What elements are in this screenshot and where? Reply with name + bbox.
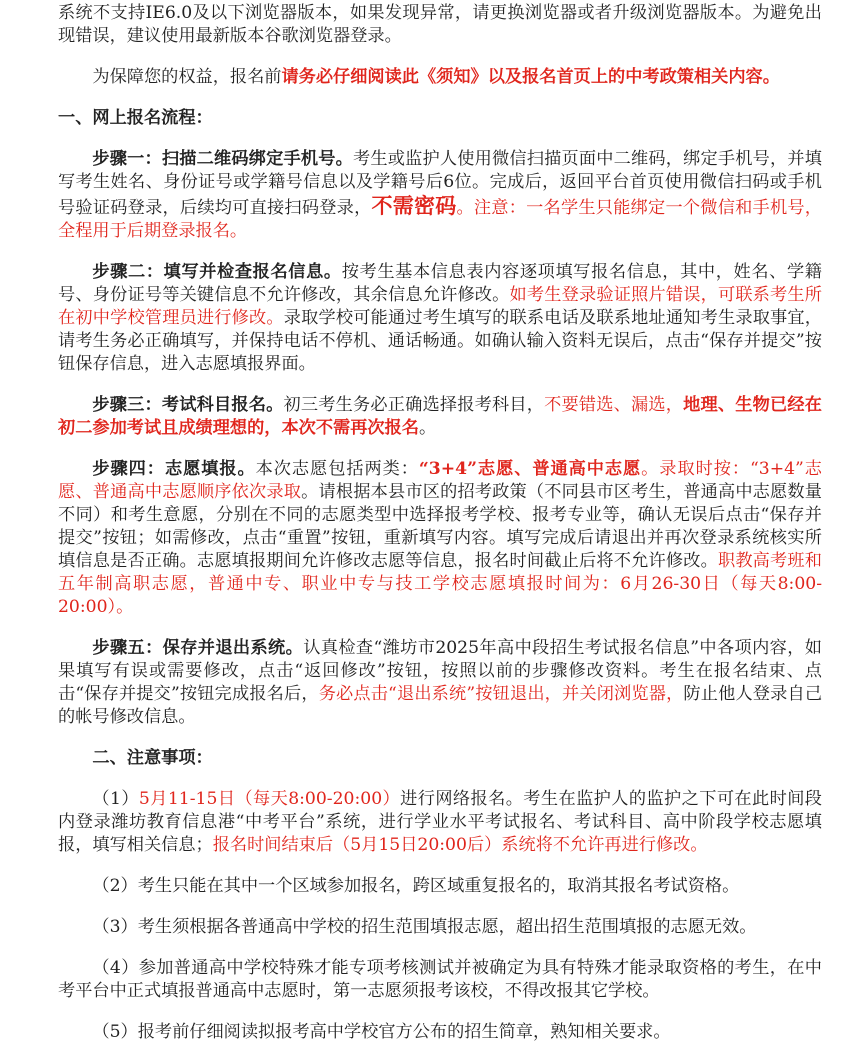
registration-period: 5月11-15日（每天8:00-20:00） (138, 789, 401, 809)
step4-vocational-time: 职教高考班和五年制高职志愿，普通中专、职业中专与技工学校志愿填报时间为：6月26-30日（每天8:00-20:00）。 (58, 551, 822, 617)
step4-volunteer-types: “3+4”志愿、普通高中志愿 (418, 459, 642, 479)
step5-logout-note: 务必点击“退出系统”按钮退出，并关闭浏览器， (318, 684, 684, 704)
no-modification-note: 报名时间结束后（5月15日20:00后）系统将不允许再进行修改。 (212, 835, 708, 855)
rights-emphasis: 请务必仔细阅读此《须知》以及报名首页上的中考政策相关内容。 (281, 67, 780, 87)
step2-red-note: 如考生登录验证照片错误，可联系考生所在初中学校管理员进行修改。 (58, 285, 822, 328)
step3-red-note: 不要错选、漏选， (544, 395, 684, 415)
step2-heading: 步骤二：填写并检查报名信息。 (92, 262, 342, 282)
notice-item-4: （4）参加普通高中学校特殊才能专项考核测试并被确定为具有特殊才能录取资格的考生，在中考平台中正式填报普通高中志愿时，第一志愿须报考该校，不得改报其它学校。 (58, 958, 822, 1001)
notice-item-1: （1）5月11-15日（每天8:00-20:00）进行网络报名。考生在监护人的监护之下可在此时间段内登录潍坊教育信息港“中考平台”系统，进行学业水平考试报名、考试科目、高中阶段学校志愿填报，填写相关信息；报名时间结束后（5月15日20:00后）系统将不允许再进行修改。 (58, 789, 822, 855)
section1-title: 一、网上报名流程： (58, 108, 213, 128)
notice-item-2: （2）考生只能在其中一个区域参加报名，跨区域重复报名的，取消其报名考试资格。 (92, 876, 740, 896)
step3-paragraph: 步骤三：考试科目报名。初三考生务必正确选择报考科目，不要错选、漏选，地理、生物已经在初二参加考试且成绩理想的，本次不需再次报名。 (58, 395, 822, 438)
step5-heading: 步骤五：保存并退出系统。 (92, 638, 304, 658)
notice-item-5: （5）报考前仔细阅读拟报考高中学校官方公布的招生简章，熟知相关要求。 (92, 1022, 671, 1042)
step4-admission-order: 。录取时按：“3+4”志愿、普通高中志愿顺序依次录取 (58, 459, 822, 502)
step5-paragraph: 步骤五：保存并退出系统。认真检查“潍坊市2025年高中段招生考试报名信息”中各项内容，如果填写有误或需要修改，点击“返回修改”按钮，按照以前的步骤修改资料。考生在报名结束、点击“保存并提交”按钮完成报名后，务必点击“退出系统”按钮退出，并关闭浏览器，防止他人登录自己的帐号修改信息。 (58, 638, 823, 727)
step1-heading: 步骤一：扫描二维码绑定手机号。 (92, 149, 354, 169)
notice-item-3: （3）考生须根据各普通高中学校的招生范围填报志愿，超出招生范围填报的志愿无效。 (92, 917, 757, 937)
step1-note: 。注意：一名学生只能绑定一个微信和手机号，全程用于后期登录报名。 (58, 198, 822, 241)
step2-paragraph: 步骤二：填写并检查报名信息。按考生基本信息表内容逐项填写报名信息，其中，姓名、学籍号、身份证号等关键信息不允许修改，其余信息允许修改。如考生登录验证照片错误，可联系考生所在初中学校管理员进行修改。录取学校可能通过考生填写的联系电话及联系地址通知考生录取事宜，请考生务必正确填写，并保持电话不停机、通话畅通。如确认输入资料无误后，点击“保存并提交”按钮保存信息，进入志愿填报界面。 (58, 262, 822, 374)
step1-paragraph: 步骤一：扫描二维码绑定手机号。考生或监护人使用微信扫描页面中二维码，绑定手机号，并填写考生姓名、身份证号或学籍号信息以及学籍号后6位。完成后，返回平台首页使用微信扫码或手机号验证码登录，后续均可直接扫码登录，不需密码。注意：一名学生只能绑定一个微信和手机号，全程用于后期登录报名。 (58, 149, 822, 241)
step4-paragraph: 步骤四：志愿填报。本次志愿包括两类：“3+4”志愿、普通高中志愿。录取时按：“3+4”志愿、普通高中志愿顺序依次录取。请根据本县市区的招考政策（不同县市区考生，普通高中志愿数量不同）和考生意愿，分别在不同的志愿类型中选择报考学校、报考专业等，确认无误后点击“保存并提交”按钮；如需修改，点击“重置”按钮，重新填写内容。填写完成后请退出并再次登录系统核实所填信息是否正确。志愿填报期间允许修改志愿等信息，报名时间截止后将不允许修改。职教高考班和五年制高职志愿，普通中专、职业中专与技工学校志愿填报时间为：6月26-30日（每天8:00-20:00）。 (58, 459, 822, 617)
rights-paragraph: 为保障您的权益，报名前请务必仔细阅读此《须知》以及报名首页上的中考政策相关内容。 (92, 67, 780, 87)
browser-notice: 系统不支持IE6.0及以下浏览器版本，如果发现异常，请更换浏览器或者升级浏览器版本。为避免出现错误，建议使用最新版本谷歌浏览器登录。 (58, 3, 822, 46)
step4-heading: 步骤四：志愿填报。 (92, 459, 256, 479)
section2-title: 二、注意事项： (92, 748, 213, 768)
step3-red-bold-note: 地理、生物已经在初二参加考试且成绩理想的，本次不需再次报名 (58, 395, 822, 438)
no-password-emphasis: 不需密码 (371, 193, 457, 218)
step3-heading: 步骤三：考试科目报名。 (92, 395, 284, 415)
